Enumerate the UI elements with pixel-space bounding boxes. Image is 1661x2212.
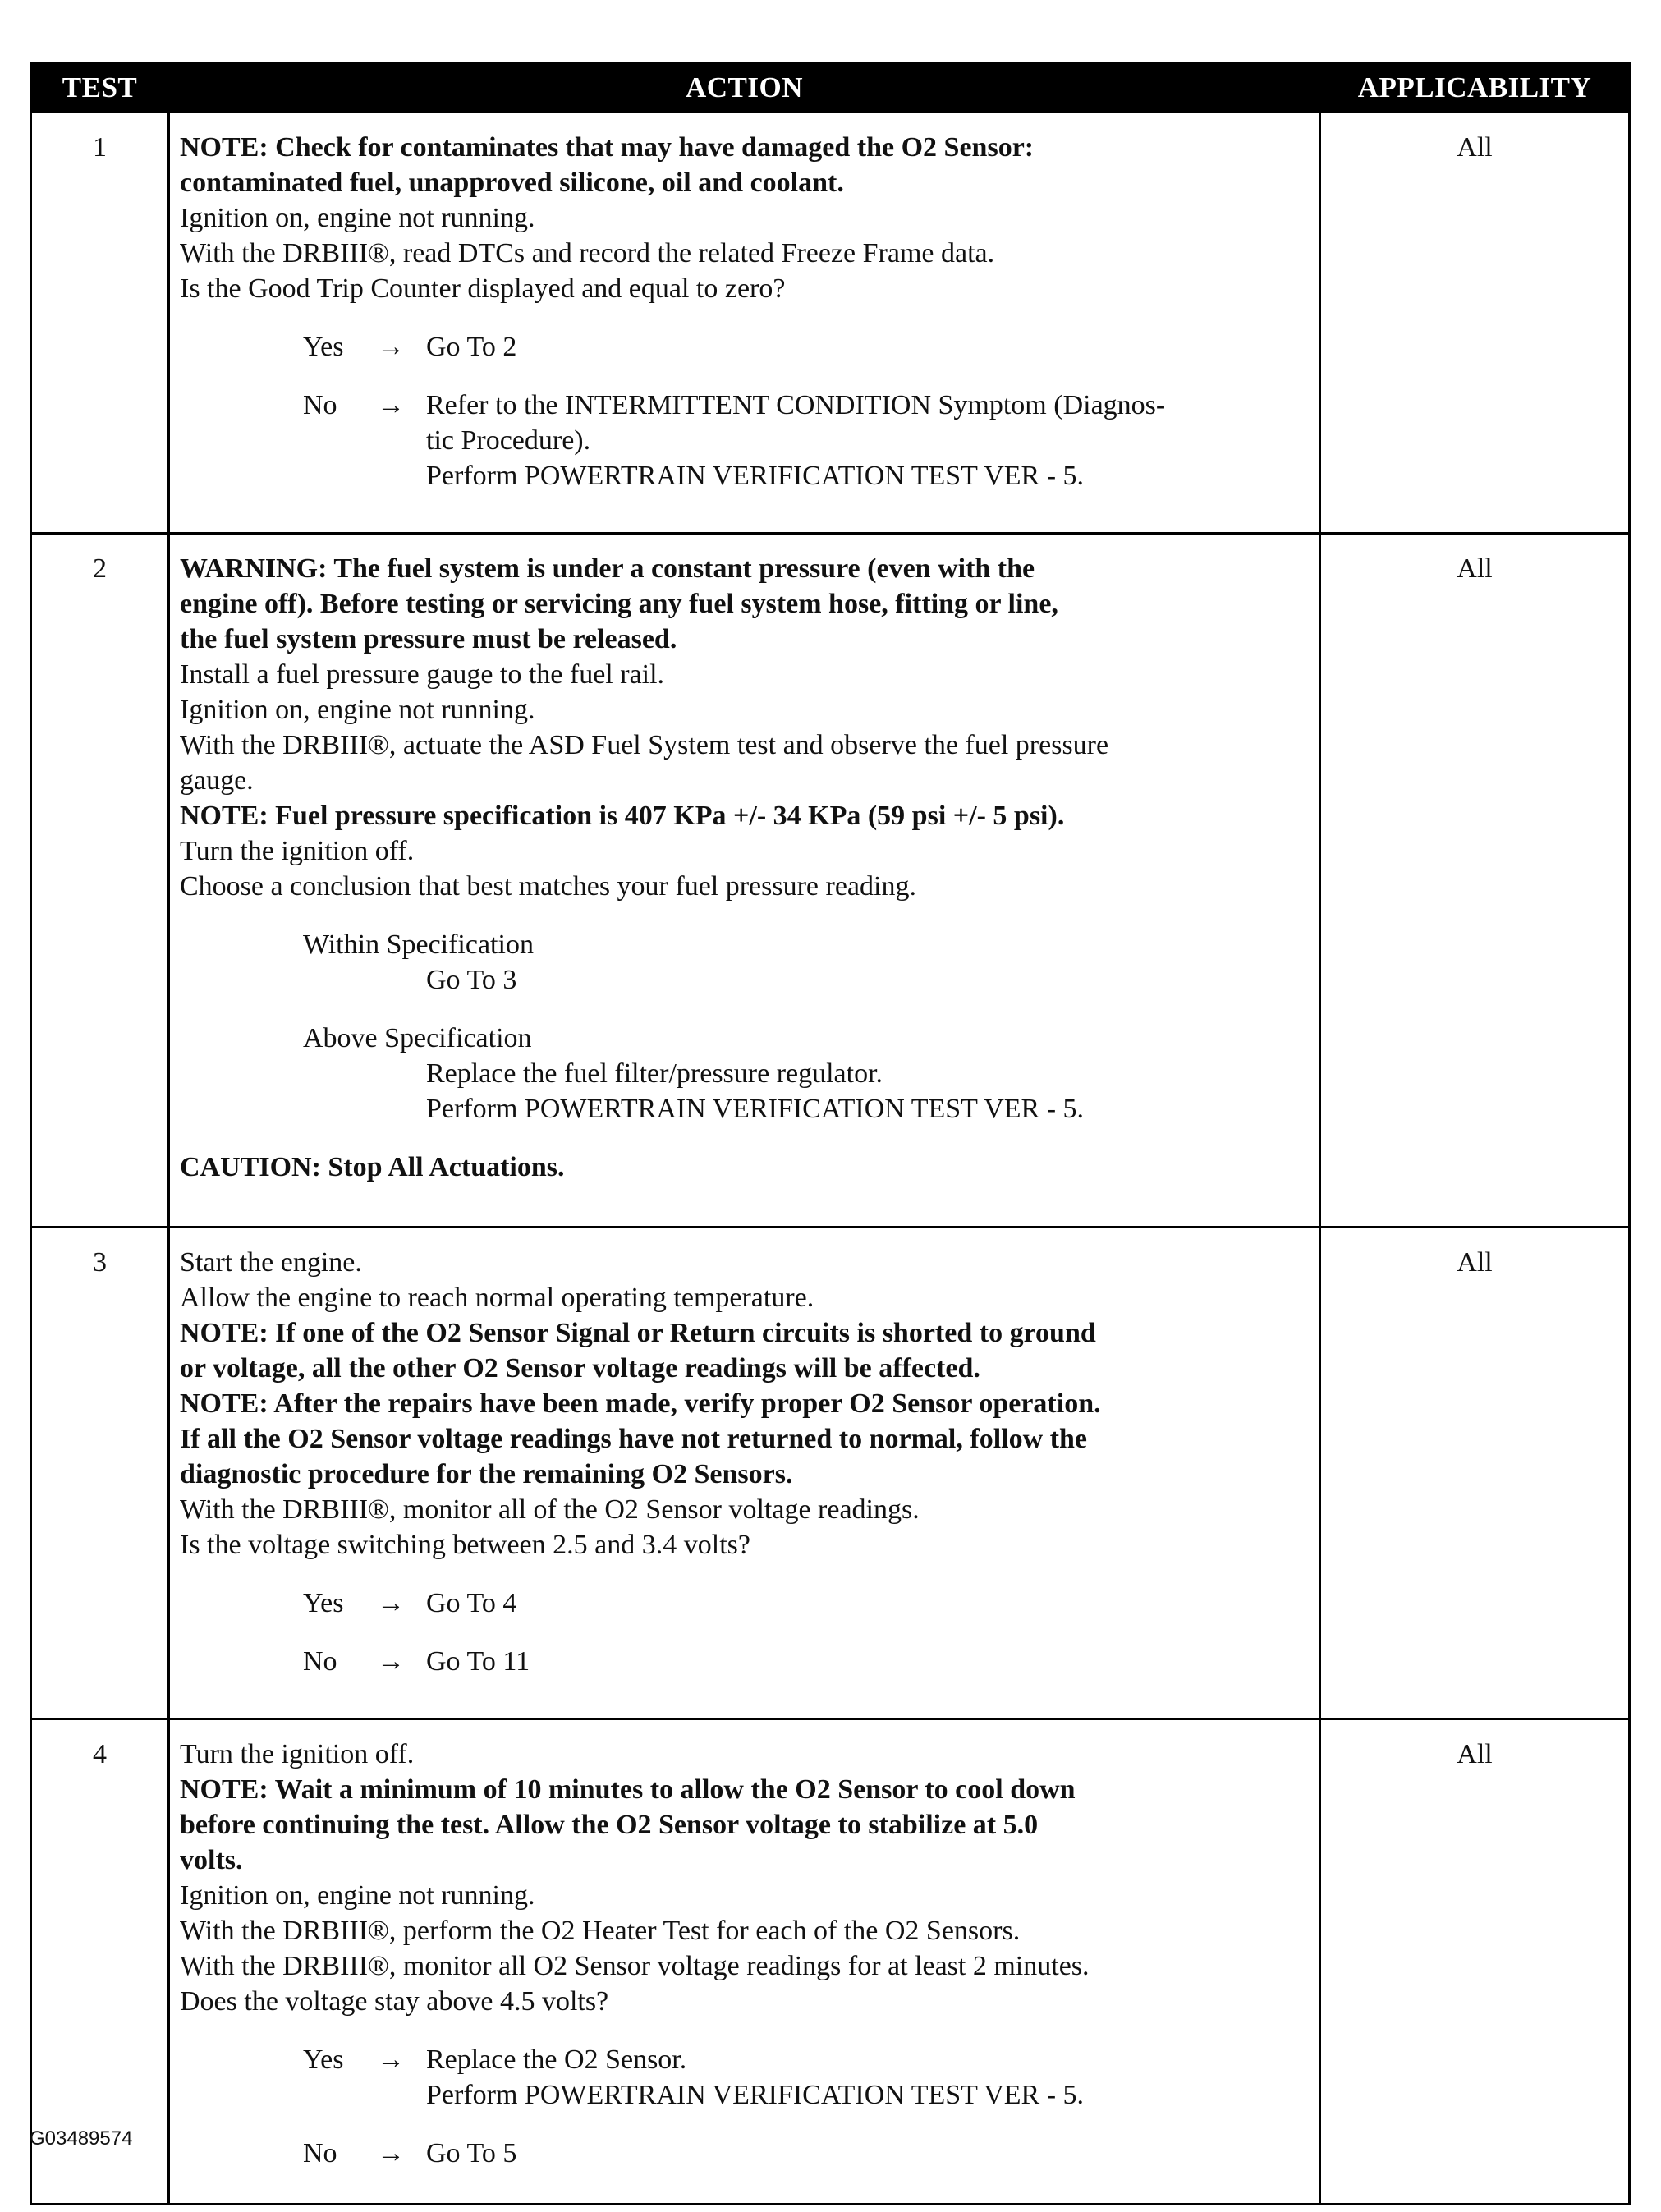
instruction-line: With the DRBIII®, read DTCs and record the related Freeze Frame data. bbox=[180, 238, 995, 268]
header-applicability: APPLICABILITY bbox=[1320, 64, 1630, 112]
figure-code: G03489574 bbox=[30, 2127, 133, 2150]
note-line: or voltage, all the other O2 Sensor voltage readings will be affected. bbox=[180, 1353, 980, 1384]
note-line: If all the O2 Sensor voltage readings have not returned to normal, follow the bbox=[180, 1424, 1087, 1454]
branch-no bbox=[303, 1644, 1309, 1679]
arrow-icon: → bbox=[377, 1588, 405, 1618]
instruction-line: Ignition on, engine not running. bbox=[180, 1880, 535, 1911]
action-cell bbox=[169, 1719, 1320, 2205]
branch-result bbox=[426, 1586, 1309, 1621]
branch-result bbox=[426, 2136, 1309, 2171]
branch-label: Yes bbox=[303, 1588, 344, 1618]
applicability-value: All bbox=[1320, 1719, 1630, 2205]
result-line: Perform POWERTRAIN VERIFICATION TEST VER - 5. bbox=[426, 2080, 1085, 2110]
header-test: TEST bbox=[31, 64, 169, 112]
branch-result bbox=[426, 329, 1309, 365]
instruction-line: Start the engine. bbox=[180, 1247, 362, 1278]
instruction-line: Turn the ignition off. bbox=[180, 836, 415, 866]
branch-yes bbox=[303, 1586, 1309, 1621]
note-line: the fuel system pressure must be released. bbox=[180, 624, 677, 654]
condition-label: Within Specification bbox=[303, 929, 534, 960]
result-line: Perform POWERTRAIN VERIFICATION TEST VER - 5. bbox=[426, 461, 1085, 491]
note-line: contaminated fuel, unapproved silicone, oil and coolant. bbox=[180, 168, 844, 198]
test-number: 2 bbox=[31, 534, 169, 1228]
branch-yes bbox=[303, 2042, 1309, 2113]
arrow-icon: → bbox=[377, 2044, 405, 2075]
condition-result bbox=[426, 1056, 1309, 1127]
condition-result bbox=[426, 962, 1309, 998]
test-number: 4 bbox=[31, 1719, 169, 2205]
note-line: NOTE: Wait a minimum of 10 minutes to allow the O2 Sensor to cool down bbox=[180, 1774, 1076, 1805]
instruction-line: Ignition on, engine not running. bbox=[180, 695, 535, 725]
branch-label: No bbox=[303, 1646, 337, 1677]
branch-yes bbox=[303, 329, 1309, 365]
instruction-line: Is the Good Trip Counter displayed and equal to zero? bbox=[180, 273, 786, 304]
instruction-line: Is the voltage switching between 2.5 and 3.4 volts? bbox=[180, 1530, 750, 1560]
instruction-line: With the DRBIII®, monitor all O2 Sensor voltage readings for at least 2 minutes. bbox=[180, 1951, 1090, 1981]
note-line: NOTE: Check for contaminates that may have damaged the O2 Sensor: bbox=[180, 132, 1035, 163]
condition-block bbox=[303, 1021, 1309, 1127]
instruction-line: Install a fuel pressure gauge to the fuel rail. bbox=[180, 659, 665, 690]
instruction-line: Ignition on, engine not running. bbox=[180, 203, 535, 233]
table-row bbox=[31, 534, 1630, 1228]
table-row bbox=[31, 1228, 1630, 1719]
result-line: Go To 3 bbox=[426, 965, 517, 995]
header-row bbox=[31, 64, 1630, 112]
note-line: NOTE: Fuel pressure specification is 407 KPa +/- 34 KPa (59 psi +/- 5 psi). bbox=[180, 801, 1065, 831]
instruction-line: Allow the engine to reach normal operating temperature. bbox=[180, 1283, 814, 1313]
result-line: Go To 2 bbox=[426, 332, 517, 362]
result-line: tic Procedure). bbox=[426, 425, 591, 456]
applicability-value: All bbox=[1320, 112, 1630, 534]
arrow-icon: → bbox=[377, 2138, 405, 2168]
result-line: Go To 11 bbox=[426, 1646, 530, 1677]
instruction-line: With the DRBIII®, actuate the ASD Fuel System test and observe the fuel pressure bbox=[180, 730, 1109, 760]
branch-no bbox=[303, 2136, 1309, 2171]
caution-line: CAUTION: Stop All Actuations. bbox=[180, 1152, 565, 1182]
branch-no bbox=[303, 388, 1309, 493]
arrow-icon: → bbox=[377, 1646, 405, 1677]
branch-label: No bbox=[303, 390, 337, 420]
action-cell bbox=[169, 112, 1320, 534]
header-action: ACTION bbox=[169, 64, 1320, 112]
result-line: Go To 4 bbox=[426, 1588, 517, 1618]
instruction-line: gauge. bbox=[180, 765, 254, 796]
note-line: NOTE: After the repairs have been made, verify proper O2 Sensor operation. bbox=[180, 1388, 1101, 1419]
condition-label: Above Specification bbox=[303, 1023, 532, 1053]
note-line: volts. bbox=[180, 1845, 243, 1875]
note-line: WARNING: The fuel system is under a constant pressure (even with the bbox=[180, 553, 1035, 584]
branch-result bbox=[426, 1644, 1309, 1679]
arrow-icon: → bbox=[377, 390, 405, 420]
instruction-line: With the DRBIII®, monitor all of the O2 Sensor voltage readings. bbox=[180, 1494, 920, 1525]
branch-label: No bbox=[303, 2138, 337, 2168]
branch-label: Yes bbox=[303, 2044, 344, 2075]
test-number: 1 bbox=[31, 112, 169, 534]
table-row bbox=[31, 1719, 1630, 2205]
result-line: Refer to the INTERMITTENT CONDITION Symptom (Diagnos- bbox=[426, 390, 1166, 420]
result-line: Replace the fuel filter/pressure regulator. bbox=[426, 1058, 883, 1089]
note-line: diagnostic procedure for the remaining O2 Sensors. bbox=[180, 1459, 793, 1489]
instruction-line: With the DRBIII®, perform the O2 Heater Test for each of the O2 Sensors. bbox=[180, 1916, 1021, 1946]
applicability-value: All bbox=[1320, 1228, 1630, 1719]
instruction-line: Turn the ignition off. bbox=[180, 1739, 415, 1769]
arrow-icon: → bbox=[377, 332, 405, 362]
note-line: NOTE: If one of the O2 Sensor Signal or Return circuits is shorted to ground bbox=[180, 1318, 1096, 1348]
procedure-table bbox=[30, 62, 1631, 2205]
condition-block bbox=[303, 927, 1309, 998]
result-line: Go To 5 bbox=[426, 2138, 517, 2168]
branch-result bbox=[426, 2042, 1309, 2113]
action-cell bbox=[169, 534, 1320, 1228]
result-line: Perform POWERTRAIN VERIFICATION TEST VER - 5. bbox=[426, 1094, 1085, 1124]
branch-label: Yes bbox=[303, 332, 344, 362]
table-row bbox=[31, 112, 1630, 534]
instruction-line: Does the voltage stay above 4.5 volts? bbox=[180, 1986, 609, 2017]
branch-result bbox=[426, 388, 1309, 493]
note-line: before continuing the test. Allow the O2 Sensor voltage to stabilize at 5.0 bbox=[180, 1810, 1039, 1840]
instruction-line: Choose a conclusion that best matches your fuel pressure reading. bbox=[180, 871, 916, 902]
applicability-value: All bbox=[1320, 534, 1630, 1228]
result-line: Replace the O2 Sensor. bbox=[426, 2044, 687, 2075]
note-line: engine off). Before testing or servicing any fuel system hose, fitting or line, bbox=[180, 589, 1058, 619]
test-number: 3 bbox=[31, 1228, 169, 1719]
action-cell bbox=[169, 1228, 1320, 1719]
